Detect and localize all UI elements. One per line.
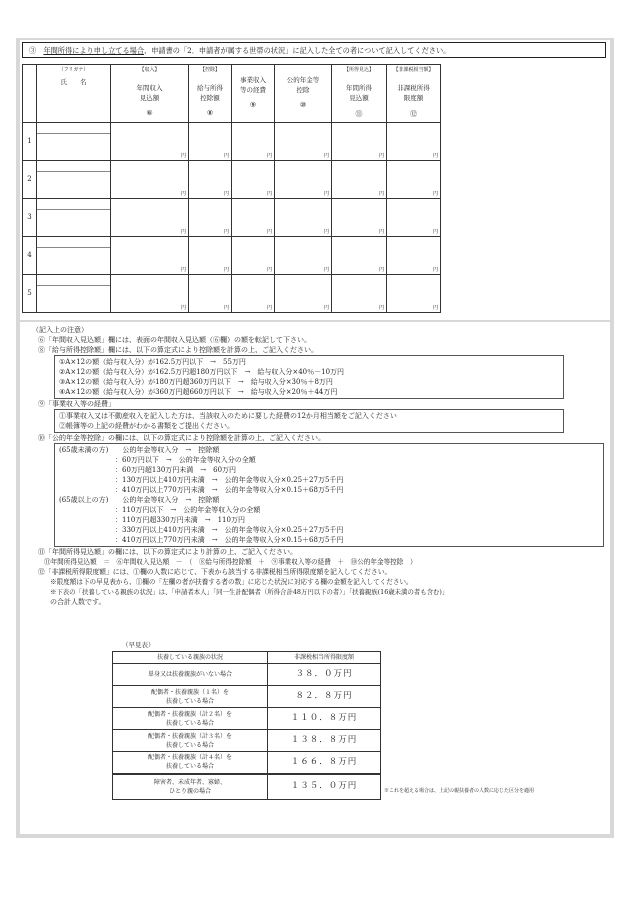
note-10-item: ：410万円以上770万円未満 → 公的年金等収入分×0.15＋68万5千円 [59, 536, 344, 544]
column-label: 非課税所得 [397, 84, 430, 92]
amount-cell[interactable] [387, 161, 441, 199]
limit-amount: ３８．０万円 [268, 664, 381, 686]
yen-unit: 円 [323, 153, 329, 159]
yen-unit: 円 [432, 229, 438, 235]
quick-table-title: （早見表） [122, 641, 155, 649]
instruction-underlined: 年間所得により申し立てる場合 [43, 46, 145, 55]
income-table [22, 64, 441, 313]
column-label: 等の経費 [240, 86, 266, 94]
note-10-item: ：60万円超130万円未満 → 60万円 [59, 466, 237, 474]
yen-unit: 円 [180, 191, 186, 197]
amount-cell[interactable] [189, 275, 232, 313]
amount-cell[interactable] [275, 161, 332, 199]
notes-title: （記入上の注意） [32, 326, 88, 334]
column-label: 限度額 [403, 94, 424, 102]
amount-cell[interactable] [111, 123, 189, 161]
limit-amount: １１０．８万円 [268, 708, 381, 730]
note-10-item: ：410万円以上770万円未満 → 公的年金等収入分×0.15＋68万5千円 [59, 486, 344, 494]
yen-unit: 円 [323, 191, 329, 197]
yen-unit: 円 [223, 267, 229, 273]
dependent-status: 配偶者・扶養親族（計２名）を 扶養している場合 [113, 708, 268, 730]
name-label: 氏 名 [60, 78, 87, 86]
table-row [23, 275, 441, 313]
column-number: ⑫ [410, 110, 417, 118]
table-row [23, 161, 441, 199]
amount-cell[interactable] [332, 237, 387, 275]
amount-cell[interactable] [275, 199, 332, 237]
table-row [113, 708, 381, 730]
column-number: ⑧ [206, 109, 214, 117]
note-9-item: ①事業収入又は不動産収入を記入した方は、当該収入のために要した経費の12か月相当額をご記入ください [59, 412, 397, 420]
furigana-field[interactable] [37, 275, 110, 286]
section-label: 【控除】 [199, 67, 220, 73]
instruction-marker: ③ [29, 46, 37, 55]
yen-unit: 円 [432, 191, 438, 197]
furigana-field[interactable] [37, 199, 110, 210]
amount-cell[interactable] [189, 199, 232, 237]
name-cell[interactable] [37, 237, 111, 275]
note-9-box [54, 409, 564, 433]
yen-unit: 円 [223, 191, 229, 197]
column-label: 公的年金等 [286, 76, 320, 84]
yen-unit: 円 [432, 267, 438, 273]
note-8-item: ③A×12の額（給与収入分）が180万円超360万円以下 → 給与収入分×30％＋8万円 [59, 378, 333, 386]
name-cell[interactable] [37, 123, 111, 161]
note-9: ⑨「事業収入等の経費」 [38, 400, 115, 408]
name-header [37, 65, 111, 123]
row-number: 1 [23, 123, 37, 161]
note-9-item: ②帳簿等の上記の経費がわかる書類をご提出ください。 [59, 422, 234, 430]
table-row [113, 730, 381, 752]
amount-cell[interactable] [111, 161, 189, 199]
note-10-item: (65歳以上の方) 公的年金等収入分 → 控除額 [59, 496, 220, 504]
note-10-item: (65歳未満の方) 公的年金等収入分 → 控除額 [59, 446, 220, 454]
column-number: ⑨ [249, 101, 257, 109]
dependent-status: 配偶者・扶養親族（１名）を 扶養している場合 [113, 686, 268, 708]
note-8-item: ①A×12の額（給与収入分）が162.5万円以下 → 55万円 [59, 358, 246, 366]
table-row [23, 237, 441, 275]
amount-cell[interactable] [111, 237, 189, 275]
amount-cell[interactable] [232, 161, 275, 199]
name-cell[interactable] [37, 199, 111, 237]
dependent-status: 障害者、未成年者、寡婦、 ひとり親の場合 [113, 774, 268, 800]
yen-unit: 円 [223, 153, 229, 159]
amount-cell[interactable] [387, 199, 441, 237]
amount-cell[interactable] [275, 237, 332, 275]
note-8-item: ④A×12の額（給与収入分）が360万円超660万円以下 → 給与収入分×20％＋44万円 [59, 388, 338, 396]
row-number-header [23, 65, 37, 123]
yen-unit: 円 [432, 153, 438, 159]
yen-unit: 円 [378, 191, 384, 197]
yen-unit: 円 [266, 305, 272, 311]
note-8-item: ②A×12の額（給与収入分）が162.5万円超180万円以下 → 給与収入分×40％－10万円 [59, 368, 345, 376]
yen-unit: 円 [378, 305, 384, 311]
note-10-item: ：330万円以上410万円未満 → 公的年金等収入分×0.25＋27万5千円 [59, 526, 344, 534]
amount-cell[interactable] [332, 199, 387, 237]
amount-cell[interactable] [189, 161, 232, 199]
yen-unit: 円 [323, 229, 329, 235]
limit-amount: １３８．８万円 [268, 730, 381, 752]
name-cell[interactable] [37, 275, 111, 313]
table-row [113, 752, 381, 774]
row-number: 4 [23, 237, 37, 275]
amount-cell[interactable] [332, 275, 387, 313]
column-header-salary-deduction [189, 65, 232, 123]
yen-unit: 円 [266, 153, 272, 159]
yen-unit: 円 [378, 153, 384, 159]
limit-amount: １３５．０万円 [268, 774, 381, 800]
amount-cell[interactable] [387, 275, 441, 313]
column-label: 年間所得 [346, 84, 372, 92]
dependent-status: 単身又は扶養親族がいない場合 [113, 664, 268, 686]
note-8: ⑧「給与所得控除額」欄には、以下の算定式により控除額を計算の上、ご記入ください。 [38, 346, 318, 354]
section-label: 【収入】 [139, 67, 160, 73]
instruction-box [22, 42, 606, 58]
dependent-status: 配偶者・扶養親族（計４名）を 扶養している場合 [113, 752, 268, 774]
column-label: 年間収入 [136, 84, 163, 92]
note-10-box [54, 443, 604, 547]
amount-cell[interactable] [232, 199, 275, 237]
column-header-income [111, 65, 189, 123]
yen-unit: 円 [180, 229, 186, 235]
column-header-annual-income [332, 65, 387, 123]
quick-table-header: 扶養している親族の状況 [113, 652, 268, 664]
row-number: 3 [23, 199, 37, 237]
instruction-text: 、申請書の「2．申請者が属する世帯の状況」に記入した全ての者について記入してください。 [144, 46, 451, 55]
yen-unit: 円 [378, 267, 384, 273]
quick-table-header: 非課税相当所得限度額 [268, 652, 381, 664]
note-12-sub: の合計人数です。 [50, 598, 106, 606]
note-11: ⑪「年間所得見込額」の欄には、以下の算定式により計算の上、ご記入ください。 [38, 548, 297, 556]
yen-unit: 円 [223, 305, 229, 311]
note-12-sub: ※下表の「扶養している親族の状況」は、「申請者本人」「同一生計配偶者（所得合計48万円以下の者）」「扶養親族(16歳未満の者も含む)」 [50, 588, 449, 596]
column-label: 見込額 [139, 94, 160, 102]
yen-unit: 円 [266, 229, 272, 235]
furigana-field[interactable] [37, 237, 110, 248]
section-label: 【所得見込】 [343, 67, 374, 73]
yen-unit: 円 [180, 153, 186, 159]
limit-amount: １６６．８万円 [268, 752, 381, 774]
column-header-tax-free-limit [387, 65, 441, 123]
column-number: ⑪ [355, 110, 363, 118]
notes-section [32, 325, 607, 607]
yen-unit: 円 [180, 267, 186, 273]
amount-cell[interactable] [275, 275, 332, 313]
column-header-pension-deduction [275, 65, 332, 123]
amount-cell[interactable] [111, 199, 189, 237]
column-label: 事業収入 [240, 76, 266, 84]
note-11-formula: ⑪年間所得見込額 ＝ ⑥年間収入見込額 － （ ⑧給与所得控除額 ＋ ⑨事業収入等の経費 ＋ ⑩公的年金等控除 ） [44, 558, 417, 566]
amount-cell[interactable] [332, 123, 387, 161]
table-row [113, 686, 381, 708]
name-cell[interactable] [37, 161, 111, 199]
column-header-business-expense [232, 65, 275, 123]
note-10: ⑩「公的年金等控除」の欄には、以下の算定式により控除額を計算の上、ご記入ください。 [38, 434, 325, 442]
yen-unit: 円 [378, 229, 384, 235]
quick-reference-table [112, 651, 381, 800]
column-label: 控除額 [200, 94, 220, 102]
quick-table-note: ※これを超える場合は、上記の親扶養者の人数に応じた区分を適用 [384, 788, 535, 794]
note-10-item: ：60万円以下 → 公的年金等収入分の全額 [59, 456, 256, 464]
table-row [23, 199, 441, 237]
column-label: 給与所得 [197, 84, 223, 92]
furigana-label: （フリガナ） [58, 67, 89, 73]
column-label: 見込額 [349, 94, 369, 102]
amount-cell[interactable] [189, 123, 232, 161]
limit-amount: ８２．８万円 [268, 686, 381, 708]
amount-cell[interactable] [232, 275, 275, 313]
table-row [113, 664, 381, 686]
yen-unit: 円 [432, 305, 438, 311]
yen-unit: 円 [180, 305, 186, 311]
amount-cell[interactable] [189, 237, 232, 275]
yen-unit: 円 [266, 267, 272, 273]
note-6: ⑥「年間収入見込額」欄には、表面の年間収入見込額（⑥欄）の額を転記して下さい。 [38, 336, 311, 344]
row-number: 2 [23, 161, 37, 199]
yen-unit: 円 [323, 267, 329, 273]
column-number: ⑩ [299, 101, 307, 109]
amount-cell[interactable] [111, 275, 189, 313]
amount-cell[interactable] [387, 123, 441, 161]
column-number: ⑥ [146, 109, 153, 117]
note-10-item: ：110万円以下 → 公的年金等収入分の全額 [59, 506, 261, 514]
column-label: 控除 [296, 86, 310, 94]
dependent-status: 配偶者・扶養親族（計３名）を 扶養している場合 [113, 730, 268, 752]
table-row [113, 774, 381, 800]
note-8-box [54, 355, 564, 399]
amount-cell[interactable] [332, 161, 387, 199]
note-12-sub: ※限度額は下の早見表から、①欄の「左欄の者が扶養する者の数」に応じた状況に対応する欄の金額を記入してください。 [50, 578, 413, 586]
yen-unit: 円 [323, 305, 329, 311]
amount-cell[interactable] [275, 123, 332, 161]
table-row [23, 123, 441, 161]
note-12: ⑫「非課税所得限度額」には、①欄の人数に応じて、下表から該当する非課税相当所得限度額を記入してください。 [38, 568, 392, 576]
row-number: 5 [23, 275, 37, 313]
note-10-item: ：110万円超330万円未満 → 110万円 [59, 516, 245, 524]
furigana-field[interactable] [37, 123, 110, 134]
note-10-item: ：130万円以上410万円未満 → 公的年金等収入分×0.25＋27万5千円 [59, 476, 344, 484]
amount-cell[interactable] [232, 123, 275, 161]
amount-cell[interactable] [232, 237, 275, 275]
section-label: 【非課税相当額】 [393, 67, 434, 73]
yen-unit: 円 [266, 191, 272, 197]
furigana-field[interactable] [37, 161, 110, 172]
amount-cell[interactable] [387, 237, 441, 275]
yen-unit: 円 [223, 229, 229, 235]
